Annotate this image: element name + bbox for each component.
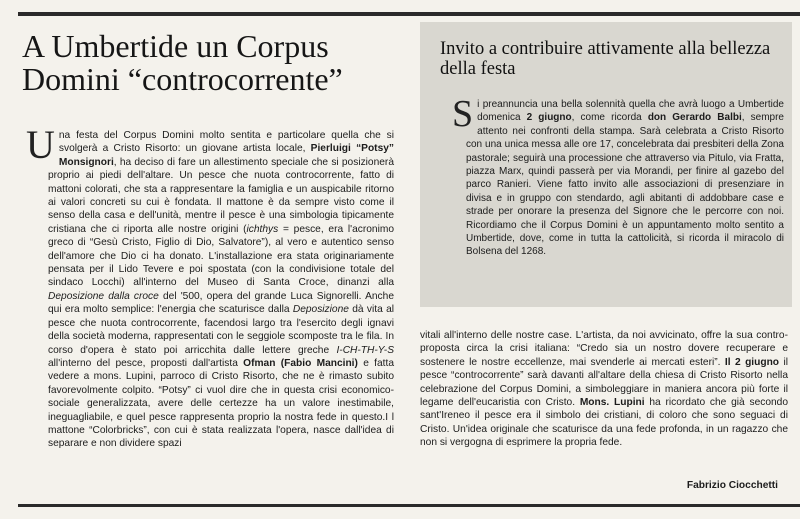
text-run: del '500, opera del grande Luca Signorelli. Anche qui era molto semplice: l'energia che scaturisce dalla [48, 290, 394, 316]
italic-text: ichthys [246, 223, 279, 235]
bold-text: Ofman (Fabio Mancini) [243, 357, 358, 369]
text-run: ha ricordato che già secondo sant'Ireneo il pesce era il simbolo dei cristiani, di coloro che sono seguaci di Cristo. Un'idea originale che scaturisce da una fede profonda, in un ragazzo che non si vergogna di esprimere la propria fede. [420, 397, 788, 449]
text-run: vitali all'interno delle nostre case. L'artista, da noi avvicinato, offre la sua contro-proposta circa la crisi italiana: “Credo sia un nostro dovere recuperare e sostenere le nostre eccellenze, mai svenderle ai mercati esteri”. [420, 330, 788, 368]
text-run: = pesce, era l'acronimo greco di “Gesù Cristo, Figlio di Dio, Salvatore”), al vero e autentico senso dell'amore che Dio ci ha donato. L'installazione era stata originariamente pensata per il Lido Tevere e poi spostata (con la condivisione totale del sindaco Locchi) all'interno del Museo di Santa Croce, dinanzi alla [48, 223, 394, 289]
text-run: il pesce “controcorrente” sarà davanti all'altare della chiesa di Cristo Risorto nella celebrazione del Corpus Domini, a simboleggiare in maniera ancora più forte il legame dell'eucaristia con Cristo. [420, 356, 788, 409]
text-run: , come ricorda [571, 112, 648, 124]
sidebar-text [466, 99, 784, 257]
top-rule [18, 12, 800, 16]
bold-text: 2 giugno [526, 112, 572, 124]
article-text [48, 130, 394, 449]
author-name: Fabrizio Ciocchetti [686, 480, 778, 491]
bold-text: don Gerardo Balbi [647, 112, 742, 124]
text-run: all'interno del pesce, proposti dall'artista [48, 357, 244, 369]
text-run: dà vita al pesce che nuota controcorrente, facendosi largo tra l'esercito degli ignavi della società moderna, rappresentati con le seggiole scomposte tra le fila. In corso d'opera è stato poi arricchita dalle lettere greche [48, 304, 395, 356]
article-body [26, 122, 395, 451]
sidebar-dropcap: S [452, 93, 474, 135]
text-run: , ha deciso di fare un allestimento speciale che si posizionerà proprio ai piedi dell'altare. Un pesce che nuota controcorrente, fatto di mattoni colorati, che sta a rappresentare la famiglia e un auspicabile ritorno ai valori concreti su cui è fondata. Il mattone è da sempre visto come il senso della casa e dell'unità, mentre il pesce è una simbologia tipicamente cristiana che ci riporta alle nostre origini ( [48, 156, 394, 235]
author-byline [687, 480, 778, 491]
text-run: na festa del Corpus Domini molto sentita e particolare quella che si svolgerà a Cristo Risorto: un giovane artista locale, [58, 130, 394, 155]
italic-text: I-CH-TH-Y-S [336, 344, 394, 356]
italic-text: Deposizione dalla croce [48, 290, 159, 302]
article-continuation [420, 329, 788, 450]
bold-text: Mons. Lupini [579, 397, 645, 409]
sidebar-box [420, 22, 792, 307]
bold-text: Il 2 giugno [724, 356, 780, 368]
text-run: i preannuncia una bella solennità quella che avrà luogo a Umbertide domenica [477, 99, 784, 124]
italic-text: Deposizione [292, 304, 349, 316]
article-dropcap: U [26, 122, 55, 167]
sidebar-body [452, 93, 784, 259]
bottom-rule [18, 504, 800, 507]
bold-text: Pierluigi “Potsy” Monsignori [58, 143, 395, 168]
text-run: e fatta vedere a mons. Lupini, parroco di Cristo Risorto, che ne è rimasto subito favorevolmente colpito. “Potsy” ci vuol dire che in questa crisi economico-sociale generalizzata, avere delle certezze ha un valore inestimabile, ineguagliabile, e quel pesce rappresenta proprio la nostra fede in questo.I l mattone “Colorbricks”, con cui è stata realizzata l'opera, nasce dall'idea di separare e non dividere spazi [48, 357, 394, 450]
text-run: , sempre attento nei confronti della stampa. Sarà celebrata a Cristo Risorto con una unica messa alle ore 17, concelebrata dai presbiteri della Zona pastorale; seguirà una processione che attraverso via Pitulo, via Fratta, piazza Marx, quindi passerà per via Morandi, per finire al gazebo del parco Ranieri. Viene fatto invito alle associazioni di presenziare in divisa e in gruppo con stendardo, agli abitanti di addobbare case e strade per onorare la presenza del Signore che le percorre con noi. Ricordiamo che il Corpus Domini è un appuntamento molto sentito a Umbertide, dove, come in tutta la cattolicità, si ricorda il miracolo di Bolsena del 1268. [466, 112, 784, 258]
sidebar-title: Invito a contribuire attivamente alla bellezza della festa [440, 39, 771, 79]
article-title: A Umbertide un Corpus Domini “controcorrente” [22, 28, 343, 97]
